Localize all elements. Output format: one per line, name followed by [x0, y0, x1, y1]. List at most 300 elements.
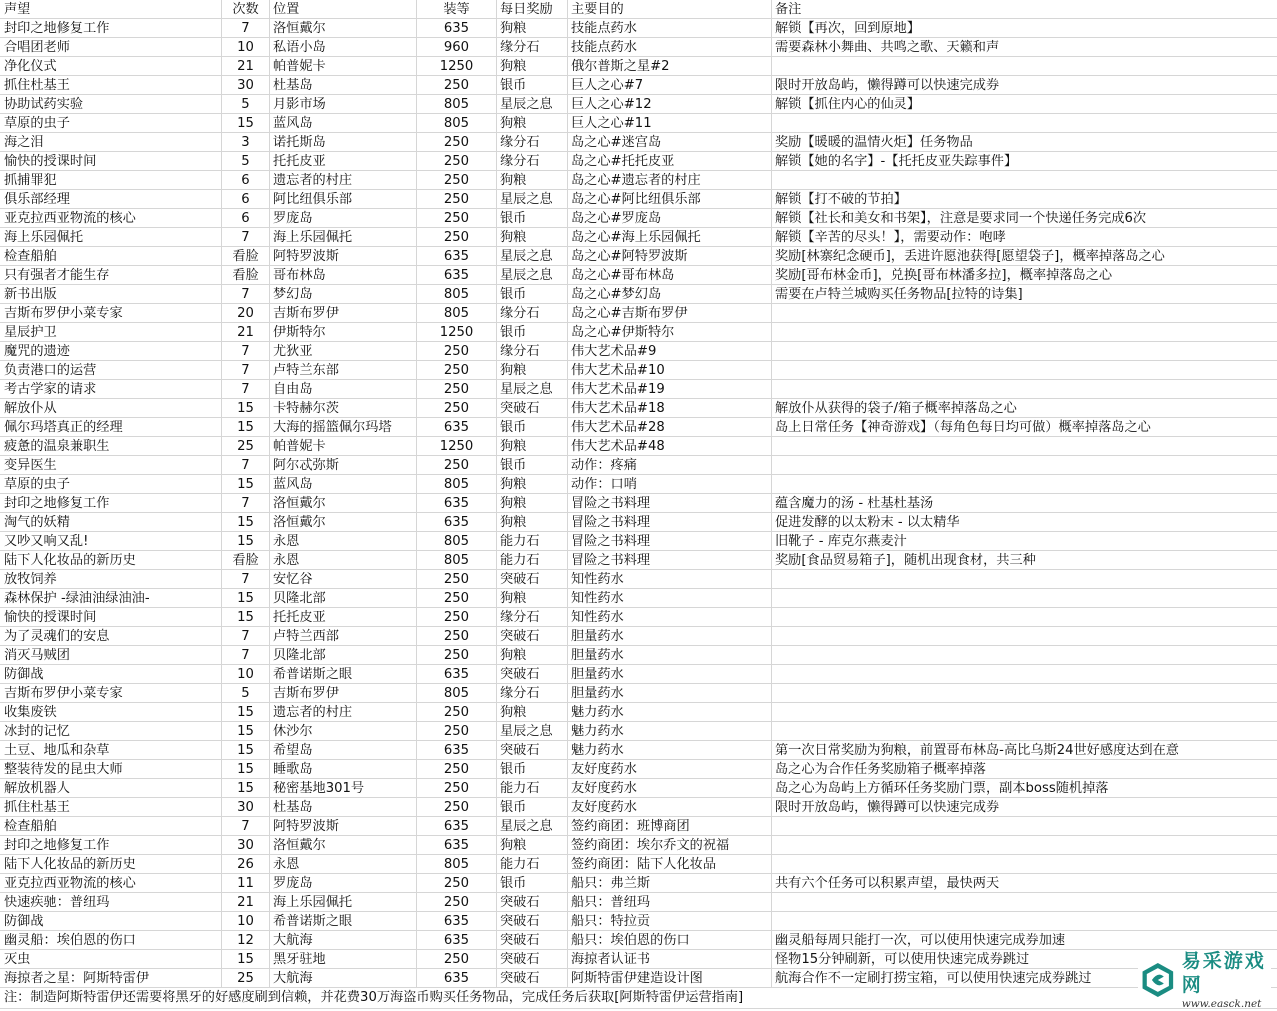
cell-location[interactable]: 永恩 [270, 532, 417, 551]
cell-daily-reward[interactable]: 突破石 [497, 931, 568, 950]
cell-reputation[interactable]: 海上乐园佩托 [0, 228, 222, 247]
cell-location[interactable]: 希普诺斯之眼 [270, 665, 417, 684]
cell-daily-reward[interactable]: 银币 [497, 874, 568, 893]
cell-reputation[interactable]: 幽灵船：埃伯恩的伤口 [0, 931, 222, 950]
cell-remarks[interactable] [772, 114, 1277, 133]
cell-reputation[interactable]: 为了灵魂们的安息 [0, 627, 222, 646]
cell-daily-reward[interactable]: 能力石 [497, 855, 568, 874]
cell-count[interactable]: 21 [222, 893, 270, 912]
cell-location[interactable]: 贝隆北部 [270, 646, 417, 665]
cell-location[interactable]: 蓝风岛 [270, 114, 417, 133]
cell-reputation[interactable]: 防御战 [0, 665, 222, 684]
cell-count[interactable]: 7 [222, 570, 270, 589]
cell-reputation[interactable]: 疲惫的温泉兼职生 [0, 437, 222, 456]
cell-count[interactable]: 15 [222, 532, 270, 551]
cell-count[interactable]: 15 [222, 741, 270, 760]
cell-gear-level[interactable]: 250 [417, 608, 497, 627]
cell-daily-reward[interactable]: 突破石 [497, 741, 568, 760]
cell-reputation[interactable]: 海掠者之星：阿斯特雷伊 [0, 969, 222, 988]
cell-reputation[interactable]: 森林保护 -绿油油绿油油- [0, 589, 222, 608]
cell-main-purpose[interactable]: 动作：口哨 [568, 475, 772, 494]
cell-reputation[interactable]: 土豆、地瓜和杂草 [0, 741, 222, 760]
cell-main-purpose[interactable]: 知性药水 [568, 589, 772, 608]
cell-daily-reward[interactable]: 狗粮 [497, 57, 568, 76]
cell-remarks[interactable]: 岛之心为合作任务奖励箱子概率掉落 [775, 762, 986, 777]
cell-main-purpose[interactable]: 伟大艺术品#28 [568, 418, 772, 437]
cell-reputation[interactable]: 星辰护卫 [0, 323, 222, 342]
cell-gear-level[interactable]: 635 [417, 494, 497, 513]
cell-remarks[interactable]: 奖励[食品贸易箱子]，随机出现食材，共三种 [775, 553, 1036, 568]
cell-remarks[interactable] [772, 836, 1277, 855]
cell-location[interactable]: 安忆谷 [270, 570, 417, 589]
cell-reputation[interactable]: 海之泪 [0, 133, 222, 152]
cell-location[interactable]: 罗庞岛 [270, 874, 417, 893]
cell-remarks[interactable] [772, 380, 1277, 399]
cell-reputation[interactable]: 陆下人化妆品的新历史 [0, 551, 222, 570]
cell-remarks[interactable] [772, 570, 1277, 589]
cell-location[interactable]: 杜基岛 [270, 76, 417, 95]
cell-count[interactable]: 11 [222, 874, 270, 893]
cell-main-purpose[interactable]: 冒险之书料理 [568, 513, 772, 532]
cell-main-purpose[interactable]: 冒险之书料理 [568, 494, 772, 513]
cell-daily-reward[interactable]: 狗粮 [497, 437, 568, 456]
cell-main-purpose[interactable]: 冒险之书料理 [568, 532, 772, 551]
cell-main-purpose[interactable]: 友好度药水 [568, 760, 772, 779]
cell-gear-level[interactable]: 805 [417, 532, 497, 551]
cell-location[interactable]: 梦幻岛 [270, 285, 417, 304]
cell-daily-reward[interactable]: 缘分石 [497, 342, 568, 361]
cell-count[interactable]: 5 [222, 152, 270, 171]
cell-remarks[interactable]: 奖励【暖暖的温情火炬】任务物品 [775, 135, 973, 150]
cell-count[interactable]: 15 [222, 703, 270, 722]
cell-main-purpose[interactable]: 岛之心#伊斯特尔 [568, 323, 772, 342]
cell-gear-level[interactable]: 250 [417, 171, 497, 190]
cell-location[interactable]: 大航海 [270, 931, 417, 950]
cell-gear-level[interactable]: 1250 [417, 57, 497, 76]
cell-daily-reward[interactable]: 星辰之息 [497, 95, 568, 114]
cell-count[interactable]: 6 [222, 209, 270, 228]
cell-location[interactable]: 尤狄亚 [270, 342, 417, 361]
cell-daily-reward[interactable]: 突破石 [497, 399, 568, 418]
cell-location[interactable]: 大海的摇篮佩尔玛塔 [270, 418, 417, 437]
cell-gear-level[interactable]: 635 [417, 817, 497, 836]
cell-count[interactable]: 30 [222, 798, 270, 817]
cell-count[interactable]: 10 [222, 665, 270, 684]
cell-gear-level[interactable]: 805 [417, 95, 497, 114]
cell-main-purpose[interactable]: 船只：特拉贡 [568, 912, 772, 931]
cell-location[interactable]: 托托皮亚 [270, 152, 417, 171]
cell-remarks[interactable]: 奖励[林寨纪念硬币]，丢进许愿池获得[愿望袋子]，概率掉落岛之心 [775, 249, 1165, 264]
cell-daily-reward[interactable]: 能力石 [497, 551, 568, 570]
cell-remarks[interactable] [772, 57, 1277, 76]
cell-remarks[interactable]: 解锁【抓住内心的仙灵】 [775, 97, 921, 112]
cell-location[interactable]: 永恩 [270, 551, 417, 570]
cell-daily-reward[interactable]: 星辰之息 [497, 266, 568, 285]
cell-gear-level[interactable]: 250 [417, 798, 497, 817]
cell-location[interactable]: 秘密基地301号 [270, 779, 417, 798]
cell-reputation[interactable]: 亚克拉西亚物流的核心 [0, 874, 222, 893]
cell-reputation[interactable]: 防御战 [0, 912, 222, 931]
cell-remarks[interactable] [772, 304, 1277, 323]
cell-gear-level[interactable]: 1250 [417, 323, 497, 342]
cell-main-purpose[interactable]: 冒险之书料理 [568, 551, 772, 570]
cell-daily-reward[interactable]: 缘分石 [497, 133, 568, 152]
cell-remarks[interactable] [772, 646, 1277, 665]
cell-location[interactable]: 洛恒戴尔 [270, 836, 417, 855]
cell-count[interactable]: 30 [222, 836, 270, 855]
cell-location[interactable]: 遗忘者的村庄 [270, 703, 417, 722]
cell-gear-level[interactable]: 635 [417, 931, 497, 950]
cell-gear-level[interactable]: 805 [417, 475, 497, 494]
header-cell-gear-level[interactable]: 装等 [417, 0, 497, 19]
cell-count[interactable]: 15 [222, 475, 270, 494]
cell-gear-level[interactable]: 250 [417, 361, 497, 380]
cell-remarks[interactable]: 需要森林小舞曲、共鸣之歌、天籁和声 [775, 40, 1000, 55]
cell-daily-reward[interactable]: 狗粮 [497, 171, 568, 190]
cell-location[interactable]: 洛恒戴尔 [270, 513, 417, 532]
cell-reputation[interactable]: 佩尔玛塔真正的经理 [0, 418, 222, 437]
cell-main-purpose[interactable]: 技能点药水 [568, 38, 772, 57]
cell-daily-reward[interactable]: 狗粮 [497, 475, 568, 494]
cell-remarks[interactable]: 蕴含魔力的汤 - 杜基杜基汤 [775, 496, 934, 511]
cell-location[interactable]: 诺托斯岛 [270, 133, 417, 152]
cell-count[interactable]: 3 [222, 133, 270, 152]
cell-remarks[interactable] [772, 456, 1277, 475]
cell-daily-reward[interactable]: 能力石 [497, 532, 568, 551]
cell-main-purpose[interactable]: 胆量药水 [568, 665, 772, 684]
cell-main-purpose[interactable]: 船只：弗兰斯 [568, 874, 772, 893]
cell-main-purpose[interactable]: 伟大艺术品#10 [568, 361, 772, 380]
cell-daily-reward[interactable]: 星辰之息 [497, 190, 568, 209]
cell-remarks[interactable] [772, 171, 1277, 190]
cell-gear-level[interactable]: 250 [417, 76, 497, 95]
cell-daily-reward[interactable]: 银币 [497, 209, 568, 228]
cell-location[interactable]: 洛恒戴尔 [270, 494, 417, 513]
cell-gear-level[interactable]: 250 [417, 874, 497, 893]
cell-daily-reward[interactable]: 星辰之息 [497, 722, 568, 741]
cell-remarks[interactable] [772, 703, 1277, 722]
cell-remarks[interactable]: 限时开放岛屿，懒得蹲可以快速完成券 [775, 78, 1000, 93]
cell-count[interactable]: 7 [222, 456, 270, 475]
cell-count[interactable]: 15 [222, 779, 270, 798]
cell-count[interactable]: 看脸 [222, 551, 270, 570]
cell-location[interactable]: 自由岛 [270, 380, 417, 399]
cell-count[interactable]: 7 [222, 646, 270, 665]
cell-remarks[interactable] [772, 437, 1277, 456]
cell-remarks[interactable]: 解锁【社长和美女和书架】，注意是要求同一个快递任务完成6次 [775, 211, 1147, 226]
cell-count[interactable]: 6 [222, 190, 270, 209]
cell-gear-level[interactable]: 250 [417, 152, 497, 171]
cell-location[interactable]: 月影市场 [270, 95, 417, 114]
cell-location[interactable]: 托托皮亚 [270, 608, 417, 627]
cell-daily-reward[interactable]: 狗粮 [497, 228, 568, 247]
cell-daily-reward[interactable]: 狗粮 [497, 361, 568, 380]
cell-remarks[interactable]: 幽灵船每周只能打一次，可以使用快速完成券加速 [775, 933, 1066, 948]
cell-reputation[interactable]: 快速疾驰：普纽玛 [0, 893, 222, 912]
cell-gear-level[interactable]: 1250 [417, 437, 497, 456]
cell-gear-level[interactable]: 960 [417, 38, 497, 57]
cell-location[interactable]: 帕普妮卡 [270, 437, 417, 456]
cell-reputation[interactable]: 检查船舶 [0, 817, 222, 836]
cell-main-purpose[interactable]: 岛之心#吉斯布罗伊 [568, 304, 772, 323]
cell-remarks[interactable] [772, 665, 1277, 684]
cell-gear-level[interactable]: 250 [417, 380, 497, 399]
cell-daily-reward[interactable]: 突破石 [497, 665, 568, 684]
cell-reputation[interactable]: 吉斯布罗伊小菜专家 [0, 304, 222, 323]
cell-location[interactable]: 卢特兰西部 [270, 627, 417, 646]
cell-reputation[interactable]: 净化仪式 [0, 57, 222, 76]
cell-remarks[interactable] [772, 893, 1277, 912]
cell-gear-level[interactable]: 805 [417, 684, 497, 703]
cell-location[interactable]: 海上乐园佩托 [270, 893, 417, 912]
cell-reputation[interactable]: 合唱团老师 [0, 38, 222, 57]
cell-count[interactable]: 15 [222, 760, 270, 779]
cell-count[interactable]: 15 [222, 513, 270, 532]
cell-remarks[interactable]: 解锁【再次，回到原地】 [775, 21, 921, 36]
cell-location[interactable]: 伊斯特尔 [270, 323, 417, 342]
cell-main-purpose[interactable]: 岛之心#海上乐园佩托 [568, 228, 772, 247]
cell-remarks[interactable]: 促进发酵的以太粉末 - 以太精华 [775, 515, 960, 530]
cell-location[interactable]: 贝隆北部 [270, 589, 417, 608]
header-cell-remarks[interactable]: 备注 [775, 2, 802, 17]
cell-main-purpose[interactable]: 岛之心#阿比纽俱乐部 [568, 190, 772, 209]
cell-gear-level[interactable]: 250 [417, 190, 497, 209]
cell-remarks[interactable]: 解锁【打不破的节拍】 [775, 192, 907, 207]
cell-reputation[interactable]: 灭虫 [0, 950, 222, 969]
cell-gear-level[interactable]: 635 [417, 969, 497, 988]
cell-daily-reward[interactable]: 银币 [497, 285, 568, 304]
cell-daily-reward[interactable]: 狗粮 [497, 703, 568, 722]
cell-gear-level[interactable]: 805 [417, 285, 497, 304]
cell-main-purpose[interactable]: 海掠者认证书 [568, 950, 772, 969]
cell-location[interactable]: 希普诺斯之眼 [270, 912, 417, 931]
cell-remarks[interactable] [772, 475, 1277, 494]
header-cell-main-purpose[interactable]: 主要目的 [568, 0, 772, 19]
cell-main-purpose[interactable]: 动作：疼痛 [568, 456, 772, 475]
cell-reputation[interactable]: 解放机器人 [0, 779, 222, 798]
cell-location[interactable]: 永恩 [270, 855, 417, 874]
cell-gear-level[interactable]: 635 [417, 247, 497, 266]
cell-reputation[interactable]: 冰封的记忆 [0, 722, 222, 741]
cell-gear-level[interactable]: 805 [417, 304, 497, 323]
cell-gear-level[interactable]: 250 [417, 456, 497, 475]
cell-gear-level[interactable]: 250 [417, 342, 497, 361]
cell-location[interactable]: 卢特兰东部 [270, 361, 417, 380]
cell-daily-reward[interactable]: 能力石 [497, 779, 568, 798]
cell-count[interactable]: 7 [222, 19, 270, 38]
cell-count[interactable]: 21 [222, 57, 270, 76]
cell-main-purpose[interactable]: 伟大艺术品#9 [568, 342, 772, 361]
cell-gear-level[interactable]: 250 [417, 646, 497, 665]
cell-gear-level[interactable]: 250 [417, 722, 497, 741]
cell-count[interactable]: 15 [222, 950, 270, 969]
cell-main-purpose[interactable]: 知性药水 [568, 608, 772, 627]
cell-remarks[interactable]: 岛上日常任务【神奇游戏】（每角色每日均可做）概率掉落岛之心 [775, 420, 1151, 435]
cell-count[interactable]: 7 [222, 494, 270, 513]
cell-reputation[interactable]: 放牧饲养 [0, 570, 222, 589]
cell-daily-reward[interactable]: 突破石 [497, 893, 568, 912]
cell-location[interactable]: 大航海 [270, 969, 417, 988]
cell-reputation[interactable]: 陆下人化妆品的新历史 [0, 855, 222, 874]
cell-location[interactable]: 休沙尔 [270, 722, 417, 741]
cell-count[interactable]: 12 [222, 931, 270, 950]
cell-daily-reward[interactable]: 银币 [497, 798, 568, 817]
cell-reputation[interactable]: 变异医生 [0, 456, 222, 475]
cell-main-purpose[interactable]: 船只：普纽玛 [568, 893, 772, 912]
cell-daily-reward[interactable]: 狗粮 [497, 589, 568, 608]
cell-remarks[interactable] [772, 342, 1277, 361]
cell-daily-reward[interactable]: 银币 [497, 456, 568, 475]
cell-reputation[interactable]: 只有强者才能生存 [0, 266, 222, 285]
cell-count[interactable]: 7 [222, 342, 270, 361]
cell-count[interactable]: 15 [222, 418, 270, 437]
cell-remarks[interactable]: 需要在卢特兰城购买任务物品[拉特的诗集] [775, 287, 1023, 302]
cell-count[interactable]: 7 [222, 285, 270, 304]
cell-reputation[interactable]: 愉快的授课时间 [0, 608, 222, 627]
cell-remarks[interactable] [772, 608, 1277, 627]
cell-main-purpose[interactable]: 签约商团：陆下人化妆品 [568, 855, 772, 874]
cell-location[interactable]: 睡歌岛 [270, 760, 417, 779]
cell-reputation[interactable]: 抓捕罪犯 [0, 171, 222, 190]
cell-location[interactable]: 吉斯布罗伊 [270, 304, 417, 323]
cell-reputation[interactable]: 草原的虫子 [0, 114, 222, 133]
cell-location[interactable]: 阿尔忒弥斯 [270, 456, 417, 475]
cell-count[interactable]: 15 [222, 114, 270, 133]
cell-count[interactable]: 7 [222, 627, 270, 646]
cell-gear-level[interactable]: 635 [417, 19, 497, 38]
cell-reputation[interactable]: 检查船舶 [0, 247, 222, 266]
cell-daily-reward[interactable]: 狗粮 [497, 513, 568, 532]
cell-gear-level[interactable]: 805 [417, 114, 497, 133]
cell-main-purpose[interactable]: 伟大艺术品#18 [568, 399, 772, 418]
cell-gear-level[interactable]: 635 [417, 513, 497, 532]
cell-count[interactable]: 10 [222, 912, 270, 931]
cell-reputation[interactable]: 新书出版 [0, 285, 222, 304]
cell-reputation[interactable]: 整装待发的昆虫大师 [0, 760, 222, 779]
cell-count[interactable]: 看脸 [222, 266, 270, 285]
cell-gear-level[interactable]: 635 [417, 418, 497, 437]
cell-reputation[interactable]: 抓住杜基王 [0, 76, 222, 95]
cell-daily-reward[interactable]: 突破石 [497, 912, 568, 931]
cell-count[interactable]: 20 [222, 304, 270, 323]
cell-gear-level[interactable]: 250 [417, 399, 497, 418]
cell-daily-reward[interactable]: 突破石 [497, 969, 568, 988]
cell-reputation[interactable]: 吉斯布罗伊小菜专家 [0, 684, 222, 703]
cell-remarks[interactable]: 解锁【她的名字】-【托托皮亚失踪事件】 [775, 154, 1018, 169]
cell-gear-level[interactable]: 635 [417, 266, 497, 285]
cell-main-purpose[interactable]: 魅力药水 [568, 703, 772, 722]
cell-main-purpose[interactable]: 岛之心#梦幻岛 [568, 285, 772, 304]
cell-count[interactable]: 6 [222, 171, 270, 190]
cell-count[interactable]: 7 [222, 228, 270, 247]
cell-daily-reward[interactable]: 狗粮 [497, 19, 568, 38]
cell-main-purpose[interactable]: 胆量药水 [568, 646, 772, 665]
cell-remarks[interactable]: 解锁【辛苦的尽头！】，需要动作：咆哮 [775, 230, 1006, 245]
cell-daily-reward[interactable]: 银币 [497, 760, 568, 779]
cell-location[interactable]: 蓝风岛 [270, 475, 417, 494]
cell-gear-level[interactable]: 250 [417, 589, 497, 608]
cell-remarks[interactable] [772, 855, 1277, 874]
cell-main-purpose[interactable]: 岛之心#罗庞岛 [568, 209, 772, 228]
cell-main-purpose[interactable]: 魅力药水 [568, 722, 772, 741]
cell-count[interactable]: 7 [222, 361, 270, 380]
cell-reputation[interactable]: 收集废铁 [0, 703, 222, 722]
cell-count[interactable]: 10 [222, 38, 270, 57]
cell-reputation[interactable]: 封印之地修复工作 [0, 494, 222, 513]
cell-remarks[interactable]: 怪物15分钟刷新，可以使用快速完成券跳过 [775, 952, 1030, 967]
cell-gear-level[interactable]: 250 [417, 209, 497, 228]
cell-daily-reward[interactable]: 缘分石 [497, 304, 568, 323]
cell-location[interactable]: 帕普妮卡 [270, 57, 417, 76]
cell-count[interactable]: 25 [222, 969, 270, 988]
cell-reputation[interactable]: 又吵又响又乱! [0, 532, 222, 551]
cell-daily-reward[interactable]: 缘分石 [497, 38, 568, 57]
cell-daily-reward[interactable]: 银币 [497, 418, 568, 437]
cell-remarks[interactable] [772, 912, 1277, 931]
cell-location[interactable]: 卡特赫尔茨 [270, 399, 417, 418]
cell-gear-level[interactable]: 250 [417, 779, 497, 798]
cell-count[interactable]: 7 [222, 380, 270, 399]
cell-gear-level[interactable]: 250 [417, 133, 497, 152]
cell-main-purpose[interactable]: 胆量药水 [568, 627, 772, 646]
cell-remarks[interactable]: 共有六个任务可以积累声望，最快两天 [775, 876, 1000, 891]
cell-daily-reward[interactable]: 星辰之息 [497, 247, 568, 266]
cell-count[interactable]: 看脸 [222, 247, 270, 266]
cell-location[interactable]: 杜基岛 [270, 798, 417, 817]
header-cell-location[interactable]: 位置 [270, 0, 417, 19]
cell-daily-reward[interactable]: 狗粮 [497, 114, 568, 133]
cell-main-purpose[interactable]: 岛之心#阿特罗波斯 [568, 247, 772, 266]
cell-main-purpose[interactable]: 巨人之心#12 [568, 95, 772, 114]
cell-count[interactable]: 15 [222, 589, 270, 608]
cell-remarks[interactable]: 解放仆从获得的袋子/箱子概率掉落岛之心 [775, 401, 1017, 416]
cell-daily-reward[interactable]: 银币 [497, 323, 568, 342]
cell-remarks[interactable] [772, 589, 1277, 608]
footnote-cell[interactable]: 注：制造阿斯特雷伊还需要将黑牙的好感度刷到信赖，并花费30万海盗币购买任务物品，完成任务后获取[阿斯特雷伊运营指南] [0, 988, 1277, 1009]
cell-count[interactable]: 30 [222, 76, 270, 95]
header-cell-count[interactable]: 次数 [222, 0, 270, 19]
cell-daily-reward[interactable]: 狗粮 [497, 646, 568, 665]
cell-count[interactable]: 5 [222, 95, 270, 114]
cell-daily-reward[interactable]: 突破石 [497, 627, 568, 646]
cell-gear-level[interactable]: 250 [417, 627, 497, 646]
cell-remarks[interactable] [772, 323, 1277, 342]
cell-gear-level[interactable]: 635 [417, 665, 497, 684]
cell-reputation[interactable]: 俱乐部经理 [0, 190, 222, 209]
cell-location[interactable]: 洛恒戴尔 [270, 19, 417, 38]
cell-gear-level[interactable]: 635 [417, 836, 497, 855]
cell-gear-level[interactable]: 250 [417, 703, 497, 722]
cell-location[interactable]: 阿特罗波斯 [270, 247, 417, 266]
cell-count[interactable]: 7 [222, 817, 270, 836]
cell-main-purpose[interactable]: 伟大艺术品#19 [568, 380, 772, 399]
cell-reputation[interactable]: 考古学家的请求 [0, 380, 222, 399]
cell-main-purpose[interactable]: 签约商团：埃尔乔文的祝福 [568, 836, 772, 855]
cell-reputation[interactable]: 协助试药实验 [0, 95, 222, 114]
cell-reputation[interactable]: 亚克拉西亚物流的核心 [0, 209, 222, 228]
cell-main-purpose[interactable]: 巨人之心#11 [568, 114, 772, 133]
cell-gear-level[interactable]: 805 [417, 551, 497, 570]
cell-main-purpose[interactable]: 友好度药水 [568, 779, 772, 798]
cell-gear-level[interactable]: 250 [417, 893, 497, 912]
cell-gear-level[interactable]: 635 [417, 741, 497, 760]
cell-location[interactable]: 遗忘者的村庄 [270, 171, 417, 190]
cell-remarks[interactable]: 旧靴子 - 库克尔燕麦汁 [775, 534, 907, 549]
cell-count[interactable]: 15 [222, 722, 270, 741]
cell-gear-level[interactable]: 250 [417, 570, 497, 589]
cell-remarks[interactable]: 限时开放岛屿，懒得蹲可以快速完成券 [775, 800, 1000, 815]
cell-main-purpose[interactable]: 巨人之心#7 [568, 76, 772, 95]
